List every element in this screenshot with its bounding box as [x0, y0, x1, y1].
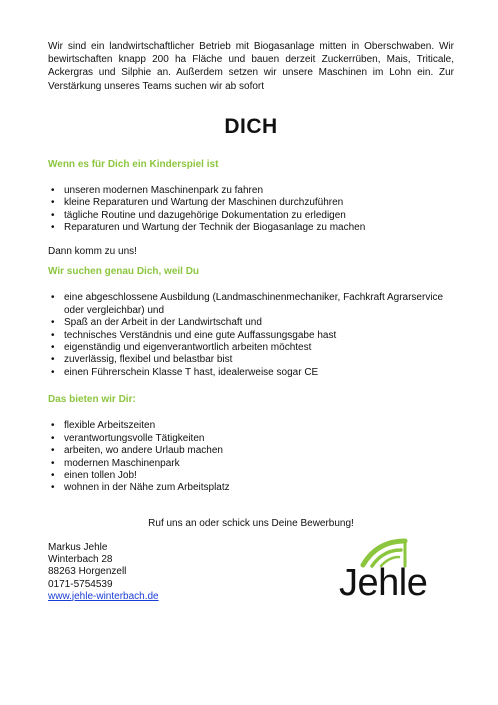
bullet-icon: •	[51, 469, 55, 481]
bullet-icon: •	[51, 184, 55, 196]
jehle-logo	[339, 535, 445, 605]
closing-line: Ruf uns an oder schick uns Deine Bewerbung!	[148, 517, 354, 529]
list-item: • kleine Reparaturen und Wartung der Maschinen durchzuführen	[51, 197, 344, 209]
requirements-list	[48, 292, 454, 379]
list-item: • Spaß an der Arbeit in der Landwirtschaft und	[51, 317, 262, 329]
section-title-offer: Das bieten wir Dir:	[48, 394, 136, 406]
bullet-icon: •	[51, 329, 55, 341]
section-title-tasks: Wenn es für Dich ein Kinderspiel ist	[48, 158, 219, 170]
headline: DICH	[224, 114, 278, 138]
bullet-icon: •	[51, 292, 55, 304]
section-title-requirements: Wir suchen genau Dich, weil Du	[48, 266, 200, 278]
tasks-list	[48, 185, 454, 235]
intro-paragraph: Wir sind ein landwirtschaftlicher Betrieb mit Biogasanlage mitten in Oberschwaben. Wir bewirtschaften knapp 200 ha Fläche und bauen derzeit Zuckerrüben, Mais, Triticale, Ackergras und Silphie an. Außerdem setzen wir unsere Maschinen im Lohn ein. Zur Verstärkung unseres Teams suchen wir ab sofort	[48, 41, 454, 92]
bullet-icon: •	[51, 197, 55, 209]
list-item: • zuverlässig, flexibel und belastbar bist	[51, 354, 233, 366]
offer-list	[48, 420, 454, 494]
list-item: • modernen Maschinenpark	[51, 457, 180, 469]
contact-name: Markus Jehle	[48, 542, 108, 553]
bullet-icon: •	[51, 366, 55, 378]
list-item: • einen tollen Job!	[51, 469, 137, 481]
bullet-icon: •	[51, 445, 55, 457]
bullet-icon: •	[51, 222, 55, 234]
bullet-icon: •	[51, 317, 55, 329]
list-item: • verantwortungsvolle Tätigkeiten	[51, 432, 205, 444]
website-link[interactable]: www.jehle-winterbach.de	[48, 590, 159, 602]
list-item: • eine abgeschlossene Ausbildung (Landmaschinenmechaniker, Fachkraft Agrarservice oder vergleichbar) und	[51, 292, 444, 316]
bullet-icon: •	[51, 457, 55, 469]
list-item: • flexible Arbeitszeiten	[51, 420, 156, 432]
list-item: • Reparaturen und Wartung der Technik der Biogasanlage zu machen	[51, 222, 366, 234]
list-item: • wohnen in der Nähe zum Arbeitsplatz	[51, 482, 230, 494]
bullet-icon: •	[51, 342, 55, 354]
list-item: • eigenständig und eigenverantwortlich arbeiten möchtest	[51, 342, 312, 354]
logo-text: Jehle	[339, 562, 428, 604]
bullet-icon: •	[51, 354, 55, 366]
contact-block	[48, 542, 159, 603]
contact-city: 88263 Horgenzell	[48, 566, 127, 578]
bullet-icon: •	[51, 209, 55, 221]
list-item: • arbeiten, wo andere Urlaub machen	[51, 445, 223, 457]
contact-street: Winterbach 28	[48, 554, 113, 566]
contact-phone: 0171-5754539	[48, 578, 113, 590]
list-item: • unseren modernen Maschinenpark zu fahren	[51, 184, 264, 196]
job-ad	[48, 40, 454, 529]
list-item: • einen Führerschein Klasse T hast, idealerweise sogar CE	[51, 366, 319, 378]
list-item: • technisches Verständnis und eine gute Auffassungsgabe hast	[51, 329, 337, 341]
bullet-icon: •	[51, 420, 55, 432]
call-to-action: Dann komm zu uns!	[48, 246, 137, 258]
bullet-icon: •	[51, 432, 55, 444]
bullet-icon: •	[51, 482, 55, 494]
list-item: • tägliche Routine und dazugehörige Dokumentation zu erledigen	[51, 209, 346, 221]
